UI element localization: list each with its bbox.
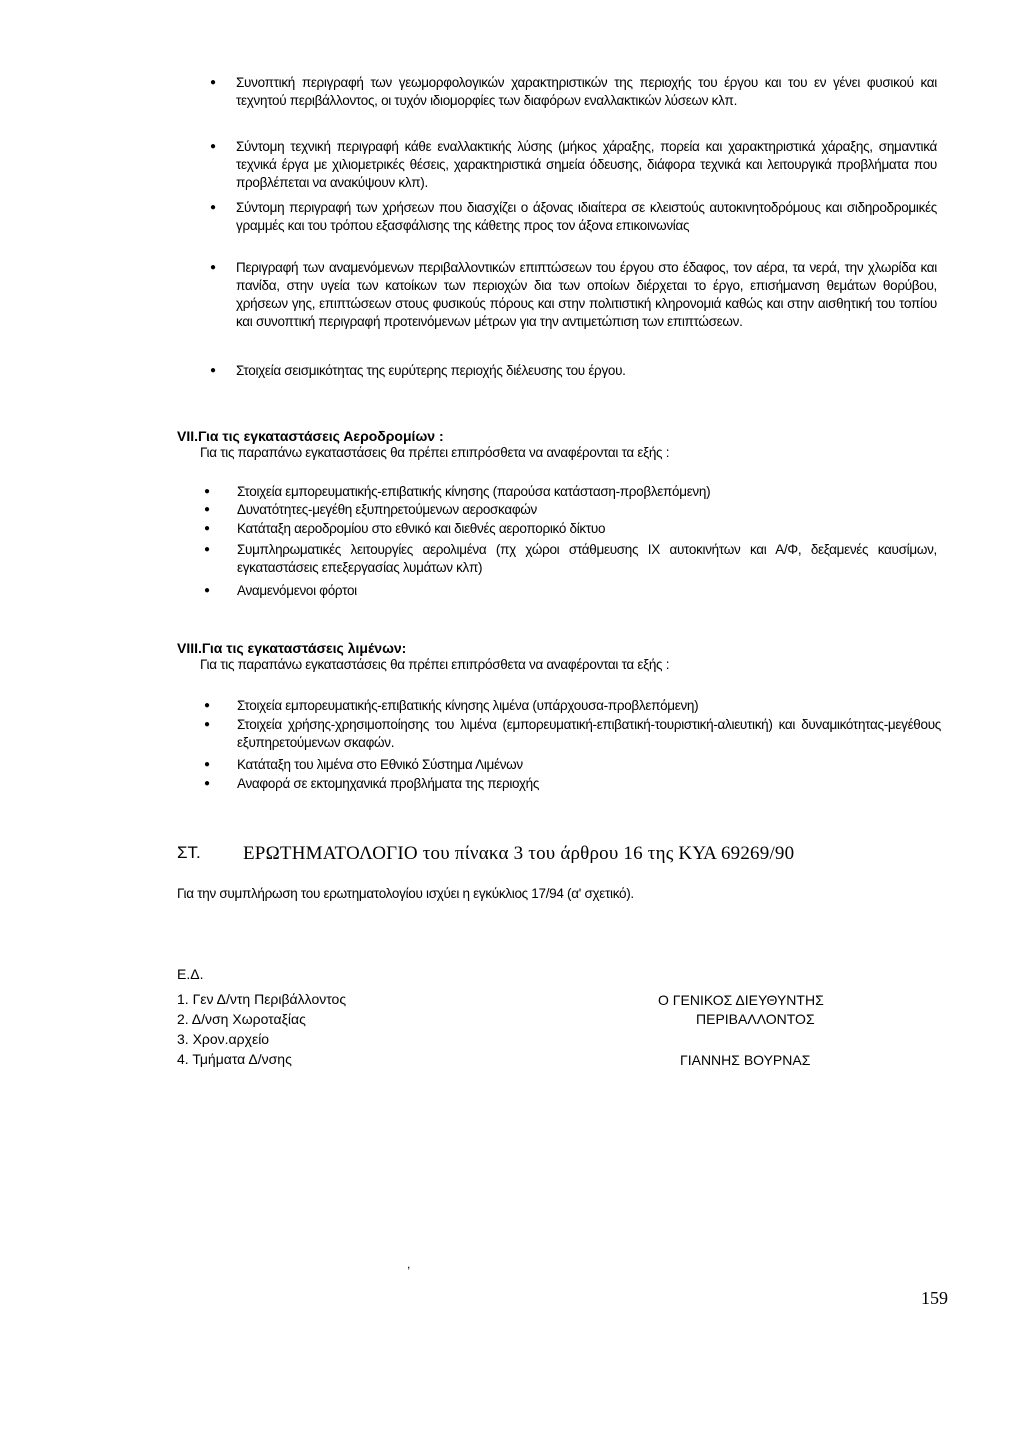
bullet-item xyxy=(204,501,937,519)
bullet-dot: ● xyxy=(204,778,210,789)
bullet-dot: ● xyxy=(210,77,216,88)
bullet-item xyxy=(204,775,941,793)
bullet-item xyxy=(211,199,937,235)
signatory-name: ΓΙΑΝΝΗΣ ΒΟΥΡΝΑΣ xyxy=(680,1052,811,1068)
section-st-heading xyxy=(177,843,897,867)
bullet-item xyxy=(204,541,937,577)
bullet-dot: ● xyxy=(210,365,216,376)
bullet-dot: ● xyxy=(204,523,210,534)
section-st-label: ΣΤ. xyxy=(177,843,201,862)
distribution-heading: Ε.Δ. xyxy=(177,966,204,982)
bullet-dot: ● xyxy=(210,141,216,152)
section-vii-title: VII.Για τις εγκαταστάσεις Αεροδρομίων : xyxy=(177,428,444,444)
bullet-item xyxy=(204,520,937,538)
bullet-item xyxy=(204,483,937,501)
bullet-item xyxy=(211,362,937,380)
bullet-text: Στοιχεία σεισμικότητας της ευρύτερης περιοχής διέλευσης του έργου. xyxy=(236,363,626,378)
bullet-dot: ● xyxy=(204,759,210,770)
signatory-title: ΠΕΡΙΒΑΛΛΟΝΤΟΣ xyxy=(696,1011,815,1027)
bullet-dot: ● xyxy=(210,262,216,273)
bullet-text: Σύντομη περιγραφή των χρήσεων που διασχίζει ο άξονας ιδιαίτερα σε κλειστούς αυτοκινητοδρόμους και σιδηροδρομικές γραμμές και του τρόπου εξασφάλισης της κάθετης προς τον άξονα επικοινωνίας xyxy=(236,200,937,233)
questionnaire-heading: ΕΡΩΤΗΜΑΤΟΛΟΓΙΟ του πίνακα 3 του άρθρου 16 της ΚΥΑ 69269/90 xyxy=(243,843,795,864)
bullet-text: Αναμενόμενοι φόρτοι xyxy=(237,583,357,598)
bullet-dot: ● xyxy=(204,700,210,711)
bullet-dot: ● xyxy=(204,585,210,596)
distribution-item: 1. Γεν Δ/ντη Περιβάλλοντος xyxy=(177,991,347,1007)
bullet-dot: ● xyxy=(204,504,210,515)
bullet-item xyxy=(211,259,937,331)
page-number: 159 xyxy=(921,1288,948,1308)
bullet-item xyxy=(204,716,941,752)
bullet-text: Περιγραφή των αναμενόμενων περιβαλλοντικών επιπτώσεων του έργου στο έδαφος, τον αέρα, τα νερά, την χλωρίδα και πανίδα, στην υγεία των κατοίκων των περιοχών δια των οποίων διέρχεται το έργο, επισήμανση θεμάτων θορύβου, χρήσεων γης, επιπτώσεων στους φυσικούς πόρους και στην πολιτιστική κληρονομιά καθώς και στην αισθητική του τοπίου και συνοπτική περιγραφή προτεινόμενων μέτρων για την αντιμετώπιση των επιπτώσεων. xyxy=(236,260,937,329)
distribution-item: 4. Τμήματα Δ/νσης xyxy=(177,1051,292,1067)
bullet-item xyxy=(204,582,937,600)
bullet-text: Κατάταξη αεροδρομίου στο εθνικό και διεθνές αεροπορικό δίκτυο xyxy=(237,521,606,536)
section-viii-title: VIII.Για τις εγκαταστάσεις λιμένων: xyxy=(177,640,407,656)
bullet-text: Στοιχεία χρήσης-χρησιμοποίησης του λιμένα (εμπορευματική-επιβατική-τουριστική-αλιευτική) και δυναμικότητας-μεγέθους εξυπηρετούμενων σκαφών. xyxy=(237,717,941,750)
bullet-dot: ● xyxy=(204,486,210,497)
bullet-dot: ● xyxy=(204,544,210,555)
bullet-text: Κατάταξη του λιμένα στο Εθνικό Σύστημα Λιμένων xyxy=(237,757,523,772)
questionnaire-note: Για την συμπλήρωση του ερωτηματολογίου ισχύει η εγκύκλιος 17/94 (α' σχετικό). xyxy=(177,886,634,901)
section-vii-intro: Για τις παραπάνω εγκαταστάσεις θα πρέπει επιπρόσθετα να αναφέρονται τα εξής : xyxy=(200,445,670,460)
stray-mark: , xyxy=(407,1257,411,1271)
bullet-item xyxy=(204,697,941,715)
distribution-item: 3. Χρον.αρχείο xyxy=(177,1031,270,1047)
section-viii-intro: Για τις παραπάνω εγκαταστάσεις θα πρέπει επιπρόσθετα να αναφέρονται τα εξής : xyxy=(200,657,670,672)
bullet-item xyxy=(204,756,941,774)
signatory-title: Ο ΓΕΝΙΚΟΣ ΔΙΕΥΘΥΝΤΗΣ xyxy=(658,992,824,1008)
bullet-dot: ● xyxy=(210,202,216,213)
bullet-dot: ● xyxy=(204,719,210,730)
bullet-text: Συμπληρωματικές λειτουργίες αερολιμένα (πχ χώροι στάθμευσης IX αυτοκινήτων και Α/Φ, δεξαμενές καυσίμων, εγκαταστάσεις επεξεργασίας λυμάτων κλπ) xyxy=(237,542,937,575)
bullet-text: Στοιχεία εμπορευματικής-επιβατικής κίνησης (παρούσα κατάσταση-προβλεπόμενη) xyxy=(237,484,711,499)
bullet-item xyxy=(211,74,937,110)
bullet-text: Δυνατότητες-μεγέθη εξυπηρετούμενων αεροσκαφών xyxy=(237,502,537,517)
distribution-item: 2. Δ/νση Χωροταξίας xyxy=(177,1011,306,1027)
bullet-item xyxy=(211,138,937,192)
bullet-text: Στοιχεία εμπορευματικής-επιβατικής κίνησης λιμένα (υπάρχουσα-προβλεπόμενη) xyxy=(237,698,699,713)
bullet-text: Σύντομη τεχνική περιγραφή κάθε εναλλακτικής λύσης (μήκος χάραξης, πορεία και χαρακτηριστικά χάραξης, σημαντικά τεχνικά έργα με χιλιομετρικές θέσεις, χαρακτηριστικά σημεία όδευσης, διάφορα τεχνικά και λειτουργικά προβλήματα που προβλέπεται να ανακύψουν κλπ). xyxy=(236,139,937,190)
bullet-text: Συνοπτική περιγραφή των γεωμορφολογικών χαρακτηριστικών της περιοχής του έργου και του εν γένει φυσικού και τεχνητού περιβάλλοντος, οι τυχόν ιδιομορφίες των διαφόρων εναλλακτικών λύσεων κλπ. xyxy=(236,75,937,108)
bullet-text: Αναφορά σε εκτομηχανικά προβλήματα της περιοχής xyxy=(237,776,540,791)
